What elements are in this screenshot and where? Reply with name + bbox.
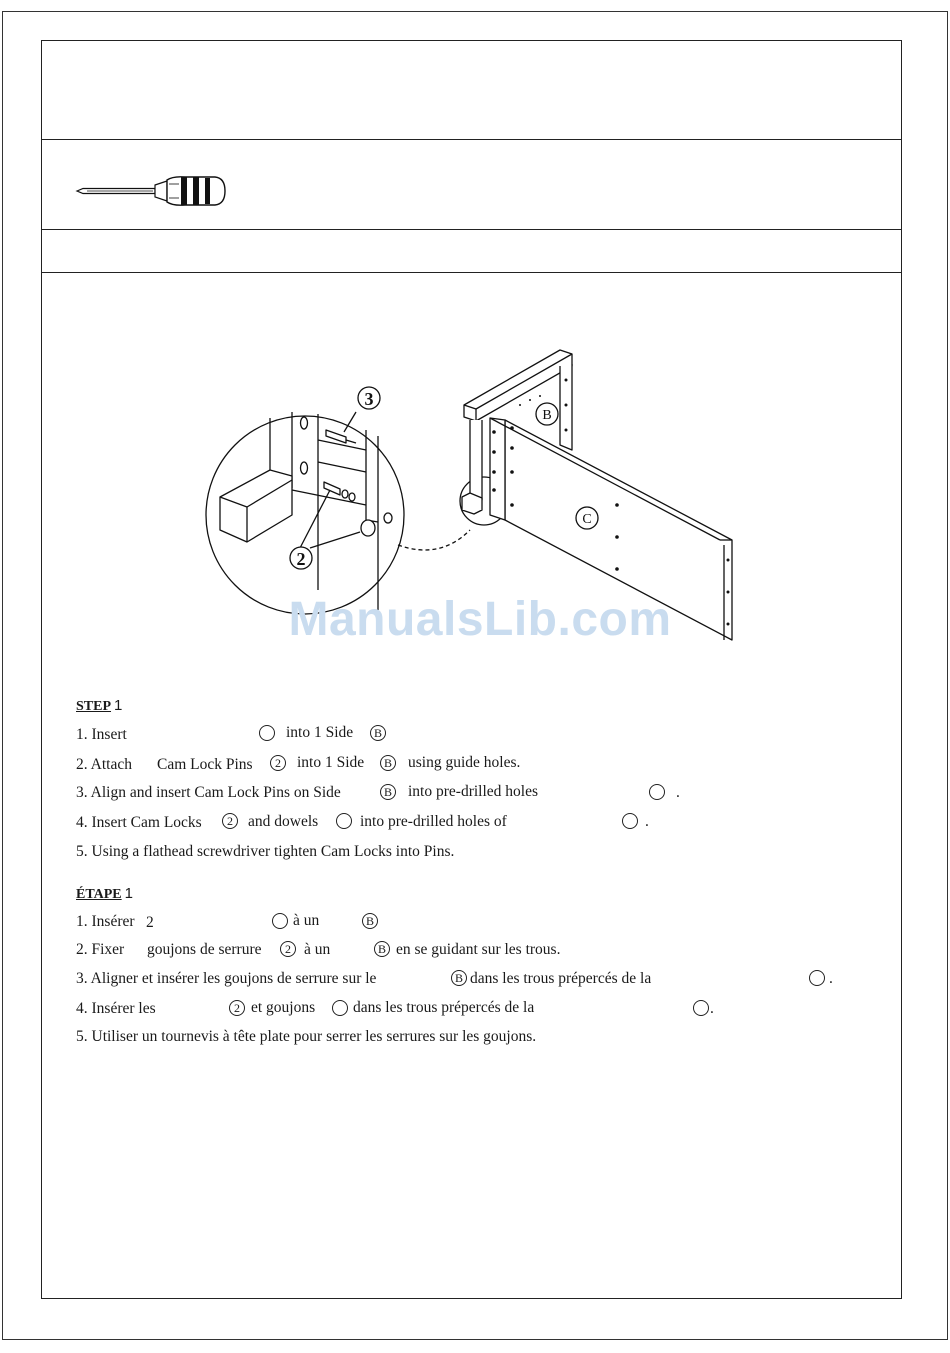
line-text: dans les trous prépercés de la xyxy=(470,970,652,987)
step-number: 1 xyxy=(114,697,123,714)
callout-pin-label: 3 xyxy=(364,389,374,409)
line-text: 4. Insert Cam Locks xyxy=(76,814,202,831)
line-text: goujons de serrure xyxy=(147,941,262,958)
side-b-label: B xyxy=(542,408,552,423)
step-number: 1 xyxy=(124,885,133,902)
line-text: into 1 Side xyxy=(286,724,354,741)
line-text: using guide holes. xyxy=(408,754,521,771)
part-marker-empty xyxy=(693,1000,709,1016)
part-marker-empty xyxy=(649,784,665,800)
part-marker-b: B xyxy=(370,725,386,741)
line-text: Cam Lock Pins xyxy=(157,756,253,773)
divider-parts xyxy=(41,272,902,273)
line-text: 1. Insérer xyxy=(76,913,135,930)
part-marker-empty xyxy=(259,725,275,741)
line-text: dans les trous prépercés de la xyxy=(353,999,535,1016)
line-text: 2. Fixer xyxy=(76,941,125,958)
line-text: 5. Using a flathead screwdriver tighten Cam Locks into Pins. xyxy=(76,843,455,860)
line-text: 1. Insert xyxy=(76,726,127,743)
part-marker-empty xyxy=(622,813,638,829)
step-heading-label: STEP xyxy=(76,699,112,714)
part-marker-b: B xyxy=(374,941,390,957)
callout-cam-label: 2 xyxy=(296,549,306,569)
line-text: and dowels xyxy=(248,813,319,830)
part-marker-empty xyxy=(272,913,288,929)
part-marker-empty xyxy=(336,813,352,829)
divider-header xyxy=(41,139,902,140)
line-text: . xyxy=(710,1000,714,1017)
part-marker-b: B xyxy=(362,913,378,929)
line-text: et goujons xyxy=(251,999,316,1016)
part-marker-2: 2 xyxy=(229,1000,245,1016)
step-heading-en xyxy=(76,697,122,715)
screwdriver-icon xyxy=(75,172,227,208)
part-marker-2: 2 xyxy=(222,813,238,829)
part-marker-empty xyxy=(332,1000,348,1016)
line-text: à un xyxy=(304,941,331,958)
line-text: 2. Attach xyxy=(76,756,132,773)
line-text: 4. Insérer les xyxy=(76,1000,156,1017)
part-marker-empty xyxy=(809,970,825,986)
line-text: 5. Utiliser un tournevis à tête plate pour serrer les serrures sur les goujons. xyxy=(76,1028,537,1045)
part-marker-b: B xyxy=(451,970,467,986)
line-text: 3. Align and insert Cam Lock Pins on Side xyxy=(76,784,341,801)
part-marker-b: B xyxy=(380,755,396,771)
panel-c-label: C xyxy=(582,512,592,527)
line-text: into pre-drilled holes xyxy=(408,783,538,800)
line-text: en se guidant sur les trous. xyxy=(396,941,561,958)
line-text: into 1 Side xyxy=(297,754,365,771)
step-heading-fr xyxy=(76,885,133,903)
part-marker-2: 2 xyxy=(280,941,296,957)
divider-tools xyxy=(41,229,902,230)
part-marker-b: B xyxy=(380,784,396,800)
part-marker-2: 2 xyxy=(270,755,286,771)
line-text: into pre-drilled holes of xyxy=(360,813,507,830)
line-text: . xyxy=(645,813,649,830)
step-heading-label: ÉTAPE xyxy=(76,887,122,902)
line-text: . xyxy=(829,970,833,987)
watermark: ManualsLib.com xyxy=(288,593,672,646)
line-text: à un xyxy=(293,912,320,929)
line-text: 2 xyxy=(146,914,154,931)
line-text: 3. Aligner et insérer les goujons de serrure sur le xyxy=(76,970,377,987)
line-text: . xyxy=(676,784,680,801)
